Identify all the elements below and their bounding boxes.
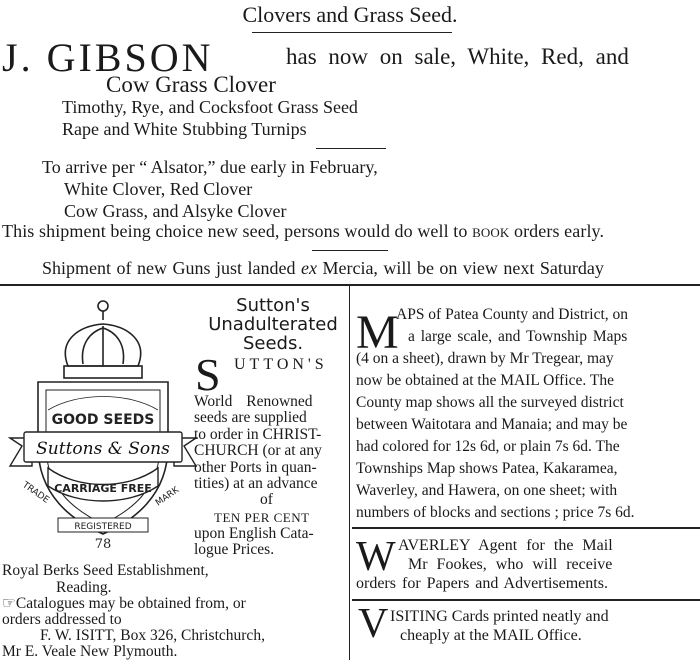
bottom-left-line-5: F. W. ISITT, Box 326, Christchurch, <box>40 627 265 644</box>
badge-top-text: GOOD SEEDS <box>51 412 155 428</box>
maps-line-8: Townships Map shows Patea, Kakaramea, <box>356 460 618 477</box>
suttons-line-7: tities) at an advance <box>194 475 318 492</box>
gibson-line-7: Cow Grass, and Alsyke Clover <box>64 201 287 221</box>
crown-icon <box>64 301 142 378</box>
maps-line-9: Waverley, and Hawera, on one sheet; with <box>356 482 618 499</box>
section-divider <box>0 284 700 286</box>
mid-rule <box>312 250 388 251</box>
right-rule-1 <box>352 527 700 529</box>
maps-line-1: APS of Patea County and District, on <box>396 306 629 323</box>
pointing-hand-icon: ☞ <box>2 595 16 612</box>
suttons-line-10: upon English Cata- <box>194 525 314 542</box>
badge-mark: MARK <box>153 485 182 509</box>
bottom-left-line-3: ☞Catalogues may be obtained from, or <box>2 595 246 612</box>
column-divider <box>349 286 350 660</box>
suttons-line-1: UTTON'S <box>234 356 328 373</box>
maps-line-4: now be obtained at the MAIL Office. The <box>356 372 614 389</box>
title-rule <box>252 32 452 33</box>
gibson-line-2: Cow Grass Clover <box>106 72 276 97</box>
badge-registered: REGISTERED <box>74 522 132 532</box>
ad-title: Clovers and Grass Seed. <box>242 2 458 27</box>
badge-ribbon: CARRIAGE FREE <box>54 482 152 495</box>
gibson-line-5: To arrive per “ Alsator,” due early in February, <box>42 157 378 177</box>
suttons-line-4: to order in CHRIST- <box>194 426 322 443</box>
maps-line-7: had colored for 12s 6d, or plain 7s 6d. The <box>356 438 620 455</box>
suttons-title-3: Seeds. <box>242 333 304 354</box>
maps-drop-cap: M <box>356 306 399 359</box>
suttons-line-3: seeds are supplied <box>194 409 307 426</box>
badge-trade: TRADE <box>20 480 51 506</box>
gibson-line-4: Rape and White Stubbing Turnips <box>62 119 307 139</box>
gibson-line-3: Timothy, Rye, and Cocksfoot Grass Seed <box>62 97 358 117</box>
merchant-name: J. GIBSON <box>2 35 214 80</box>
maps-line-3: (4 on a sheet), drawn by Mr Tregear, may <box>356 350 614 367</box>
gibson-line-8: This shipment being choice new seed, persons would do well to book orders early. <box>2 221 605 241</box>
maps-line-10: numbers of blocks and sections ; price 7s 6d. <box>356 504 635 521</box>
badge-number: 78 <box>94 537 112 552</box>
bottom-left-line-1: Royal Berks Seed Establishment, <box>2 562 209 579</box>
maps-line-6: between Waitotara and Manaia; and may be <box>356 416 628 433</box>
bottom-left-line-6: Mr E. Veale New Plymouth. <box>2 643 178 660</box>
right-rule-2 <box>352 599 700 601</box>
maps-line-5: County map shows all the surveyed district <box>356 394 624 411</box>
waverley-drop-cap: W <box>356 534 396 580</box>
waverley-line-3: orders for Papers and Advertisements. <box>356 575 608 592</box>
gibson-line-1: has now on sale, White, Red, and <box>286 44 629 69</box>
visiting-line-2: cheaply at the MAIL Office. <box>400 627 582 644</box>
short-rule <box>316 148 386 149</box>
bottom-left-line-4: orders addressed to <box>2 611 122 628</box>
suttons-line-5: CHURCH (or at any <box>194 442 322 459</box>
badge-signature: Suttons & Sons <box>36 439 170 459</box>
suttons-line-9: TEN PER CENT <box>214 510 310 525</box>
suttons-line-11: logue Prices. <box>194 541 275 558</box>
suttons-drop-cap: S <box>195 349 221 400</box>
bottom-left-line-2: Reading. <box>56 579 112 596</box>
gibson-line-9: Shipment of new Guns just landed ex Mercia, will be on view next Saturday <box>42 258 604 278</box>
waverley-line-1: AVERLEY Agent for the Mail <box>398 537 613 554</box>
visiting-line-1: ISITING Cards printed neatly and <box>390 608 609 625</box>
suttons-title-2: Unadulterated <box>208 314 338 335</box>
suttons-line-2: World Renowned <box>194 393 313 410</box>
suttons-trade-mark-badge <box>8 296 198 554</box>
visiting-drop-cap: V <box>358 601 389 647</box>
suttons-line-6: other Ports in quan- <box>194 459 317 476</box>
waverley-line-2: Mr Fookes, who will receive <box>408 556 613 573</box>
suttons-title-1: Sutton's <box>236 295 310 316</box>
maps-line-2: a large scale, and Township Maps <box>408 328 628 345</box>
gibson-line-6: White Clover, Red Clover <box>64 179 253 199</box>
suttons-line-8: of <box>260 491 273 508</box>
